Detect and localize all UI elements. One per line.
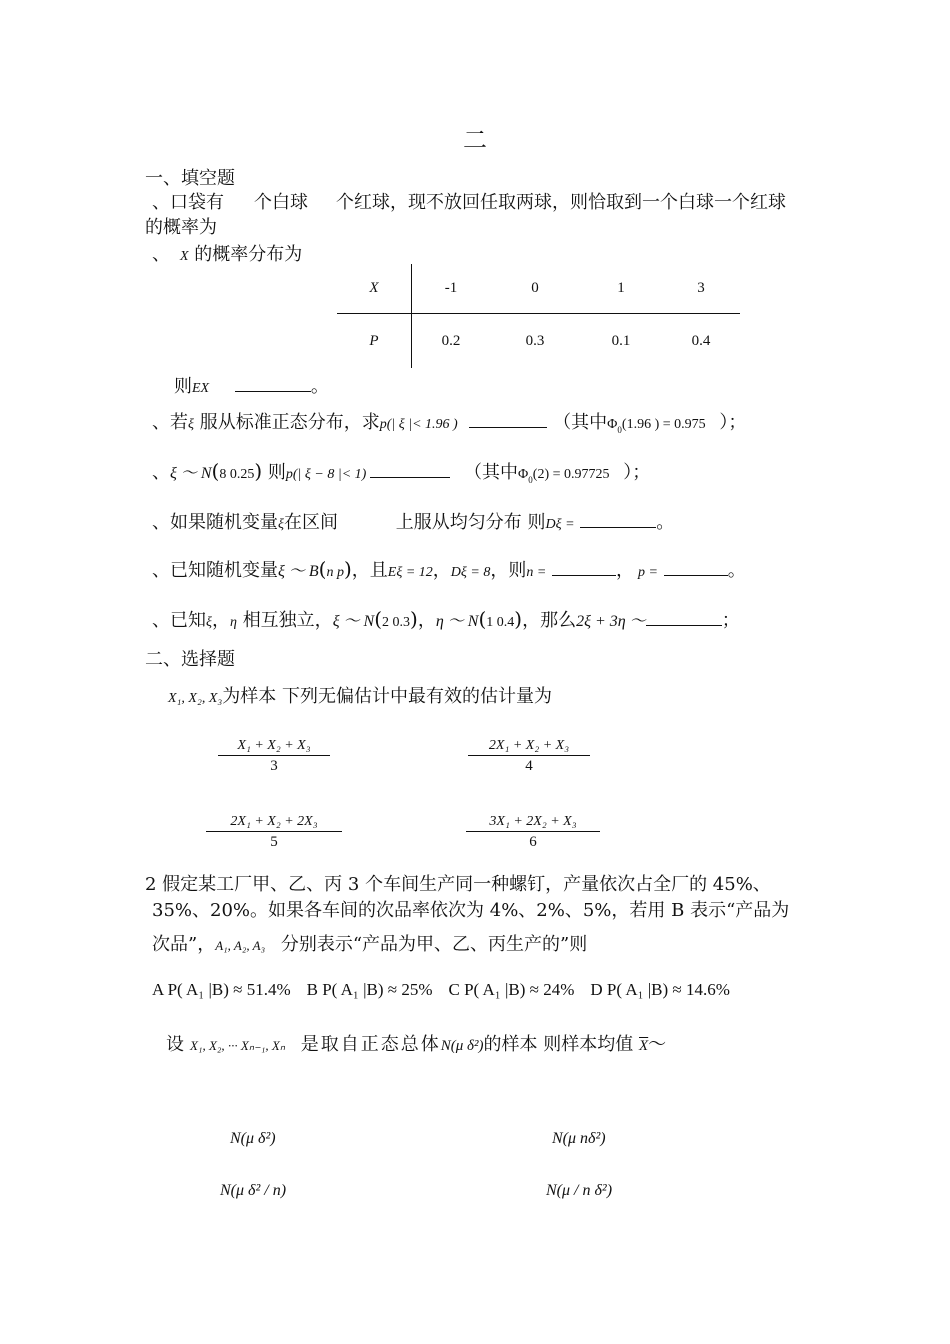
question-1: 、口袋有 个白球 个红球，现不放回任取两球，则恰取到一个白球一个红球 <box>152 192 786 213</box>
table-cell: 3 <box>697 280 705 296</box>
choice-question-2-line3: 次品”，A₁, A₂, A₃ 分别表示“产品为甲、乙、丙生产的”则 <box>152 934 588 955</box>
option-b: B P( A₁ |B) ≈ 25% <box>306 980 433 999</box>
question-5: 、如果随机变量ξ在区间 上服从均匀分布 则Dξ = 。 <box>152 512 675 533</box>
table-p-label: P <box>337 314 412 369</box>
answer-blank <box>552 561 616 576</box>
option-fraction: $\frac{\text{2X₁ + X₂ + 2X₃}}{5}$ <box>206 814 342 851</box>
question-3: 、若ξ 服从标准正态分布，求p(| ξ |< 1.96 ) （其中$\Phi_0(1.96$ ) = 0.975 ）； <box>152 412 747 435</box>
choice-question-2-line1: 2 假定某工厂甲、乙、丙 3 个车间生产同一种螺钉，产量依次占全厂的 45%、 <box>145 874 771 895</box>
choice-question-1: X₁, X₂, X₃为样本 下列无偏估计中最有效的估计量为 <box>168 686 552 707</box>
option-a: A P( A₁ |B) ≈ 51.4% <box>152 980 291 999</box>
section-heading-choice: 二、选择题 <box>145 649 235 670</box>
table-cell: -1 <box>444 280 458 296</box>
section-heading-fill-blank: 一、填空题 <box>145 168 235 189</box>
option-d: N(μ / n δ²) <box>546 1182 613 1199</box>
question-4: 、ξ ～ N(8 0.25) 则p(| ξ − 8 |< 1) （其中$\Phi_0(2) = 0.97725$ ）； <box>152 459 651 485</box>
option-fraction: $\frac{\text{2X₁ + X₂ + X₃}}{4}$ <box>468 738 590 775</box>
table-cell: 0.4 <box>691 332 711 349</box>
question-2: 、 X 的概率分布为 <box>152 244 303 265</box>
option-a: N(μ δ²) <box>230 1130 276 1147</box>
question-1-line2: 的概率为 <box>145 217 217 238</box>
question-7: 、已知ξ，η 相互独立，ξ ～ N(2 0.3)，η ～ N(1 0.4)，那么2ξ + 3η ～ ； <box>152 607 740 631</box>
option-d: D P( A₁ |B) ≈ 14.6% <box>590 980 730 999</box>
option-c: C P( A₁ |B) ≈ 24% <box>448 980 575 999</box>
answer-blank <box>580 513 656 528</box>
page-title: 二 <box>463 126 487 154</box>
choice-question-3: 设 X₁, X₂, ··· Xₙ₋₁, Xₙ 是取自正态总体N(μ δ²)的样本 则样本均值 $\overline{X}\sim$ <box>166 1034 667 1055</box>
option-c: N(μ δ² / n) <box>220 1182 287 1199</box>
question-2-result: 则EX 。 <box>174 376 329 397</box>
option-fraction: $\frac{\text{X₁ + X₂ + X₃}}{3}$ <box>218 738 330 775</box>
option-b: N(μ nδ²) <box>552 1130 606 1147</box>
choice-question-2-options <box>152 980 730 1000</box>
option-fraction: $\frac{\text{3X₁ + 2X₂ + X₃}}{6}$ <box>466 814 600 851</box>
answer-blank <box>235 377 311 392</box>
answer-blank <box>646 611 722 626</box>
answer-blank <box>664 561 728 576</box>
distribution-table <box>337 264 740 368</box>
answer-blank <box>370 463 450 478</box>
answer-blank <box>469 413 547 428</box>
table-cell: 0.2 <box>441 332 461 349</box>
table-cell: 0.3 <box>525 332 545 349</box>
table-cell: 1 <box>617 280 625 296</box>
table-cell: 0.1 <box>611 332 631 349</box>
question-6: 、已知随机变量ξ ～ B(n p)，且Eξ = 12，Dξ = 8，则n = ， p = 。 <box>152 557 746 581</box>
choice-question-2-line2: 35%、20%。如果各车间的次品率依次为 4%、2%、5%，若用 B 表示“产品为 <box>152 900 790 921</box>
table-cell: 0 <box>531 280 539 296</box>
table-x-label: X <box>337 264 412 314</box>
